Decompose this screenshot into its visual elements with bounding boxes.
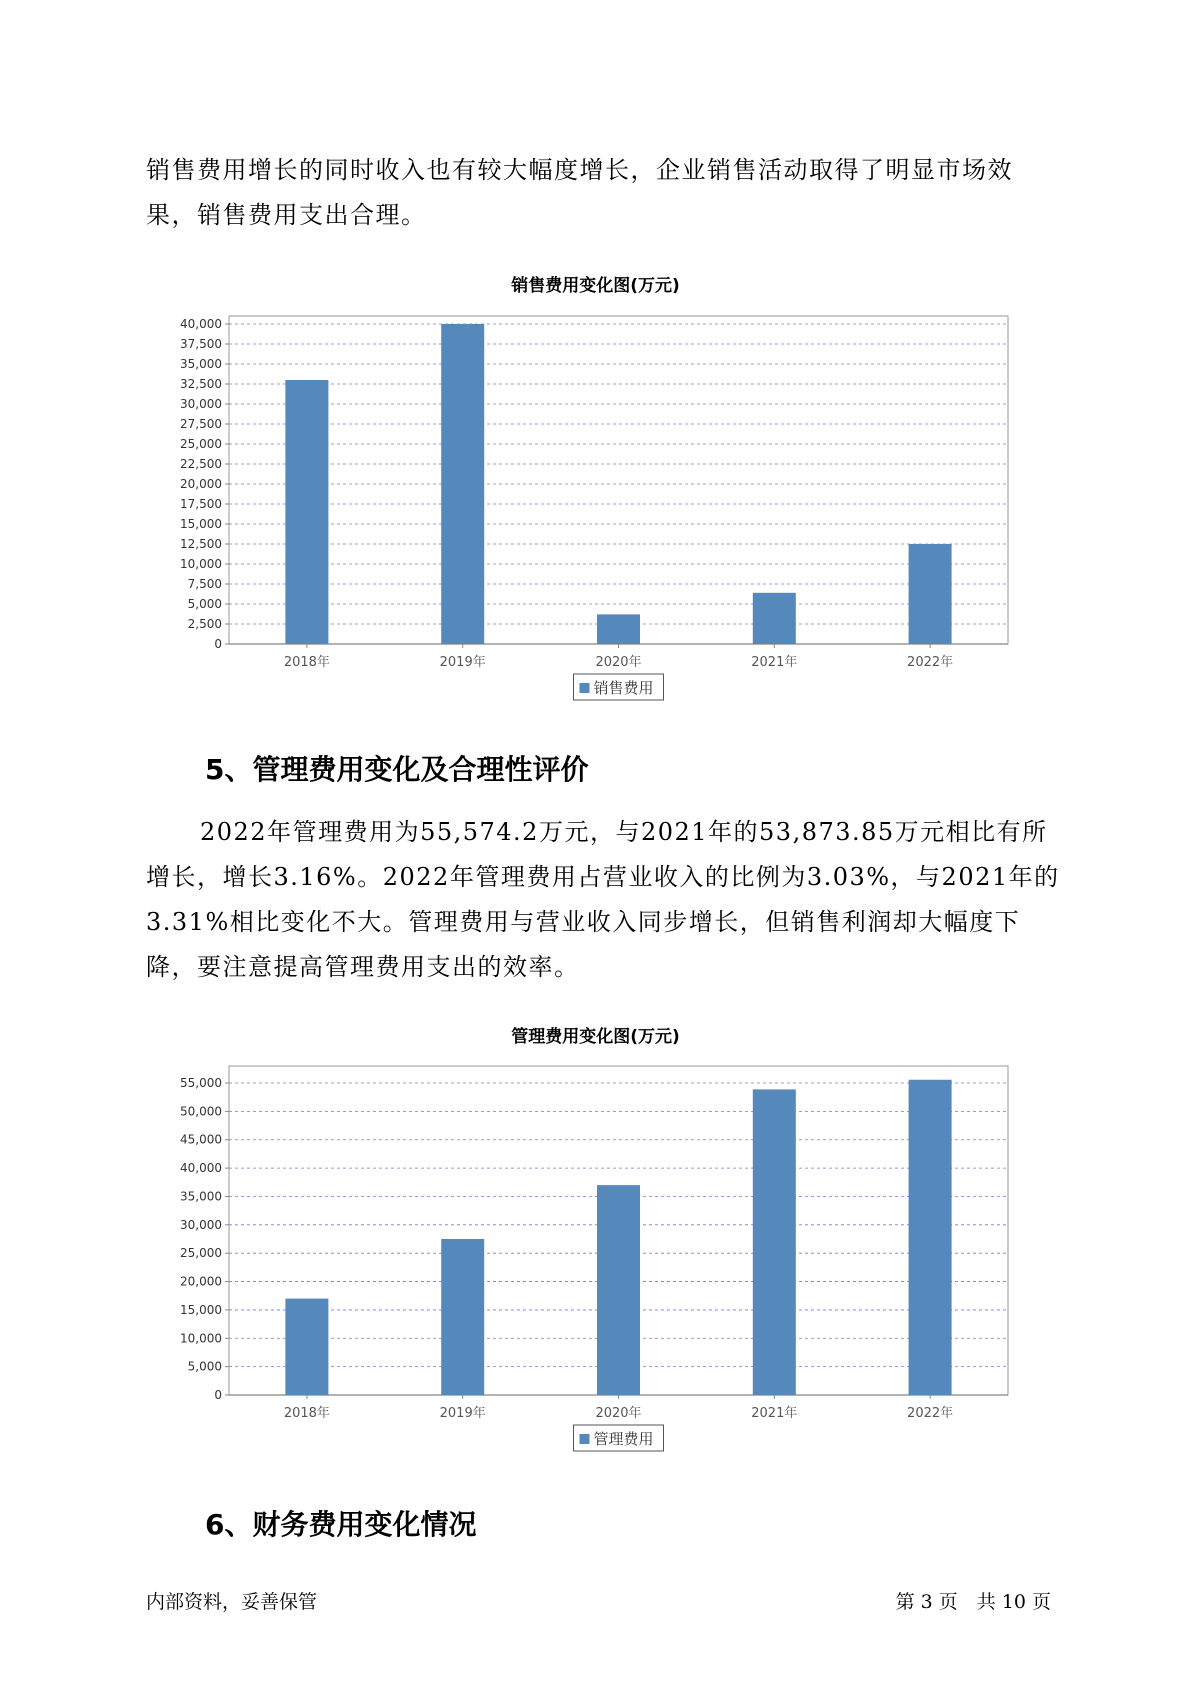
y-tick-label: 30,000 — [180, 397, 222, 411]
y-tick-label: 0 — [214, 1388, 222, 1402]
x-tick-label: 2018年 — [283, 655, 330, 670]
y-tick-label: 17,500 — [180, 497, 222, 511]
y-tick-label: 10,000 — [180, 1331, 222, 1346]
bar-2020年 — [597, 1185, 640, 1395]
x-tick-label: 2021年 — [751, 1406, 798, 1421]
y-tick-label: 5,000 — [187, 597, 222, 611]
y-tick-label: 40,000 — [180, 1161, 222, 1176]
y-tick-label: 20,000 — [180, 1274, 222, 1289]
x-tick-label: 2019年 — [439, 1406, 486, 1421]
section6-heading: 6、财务费用变化情况 — [205, 1508, 477, 1541]
y-tick-label: 12,500 — [180, 537, 222, 551]
y-tick-label: 10,000 — [180, 557, 222, 571]
y-tick-label: 2,500 — [187, 617, 222, 631]
y-tick-label: 37,500 — [180, 337, 222, 351]
chart2-title: 管理费用变化图(万元) — [511, 1027, 680, 1047]
y-tick-label: 35,000 — [180, 1189, 222, 1204]
y-tick-label: 7,500 — [187, 577, 222, 591]
legend-swatch — [580, 1434, 590, 1444]
x-tick-label: 2020年 — [595, 655, 642, 670]
bar-2022年 — [909, 1080, 952, 1395]
y-tick-label: 35,000 — [180, 357, 222, 371]
legend-label: 销售费用 — [593, 679, 654, 697]
x-tick-label: 2021年 — [751, 655, 798, 670]
x-tick-label: 2022年 — [907, 1406, 954, 1421]
legend-label: 管理费用 — [593, 1430, 654, 1448]
y-tick-label: 40,000 — [180, 317, 222, 331]
y-tick-label: 15,000 — [180, 517, 222, 531]
x-tick-label: 2018年 — [283, 1406, 330, 1421]
y-tick-label: 22,500 — [180, 457, 222, 471]
y-tick-label: 5,000 — [187, 1359, 222, 1374]
x-tick-label: 2020年 — [595, 1406, 642, 1421]
y-tick-label: 50,000 — [180, 1104, 222, 1119]
y-tick-label: 25,000 — [180, 1246, 222, 1261]
y-tick-label: 32,500 — [180, 377, 222, 391]
y-tick-label: 0 — [214, 637, 222, 651]
y-tick-label: 45,000 — [180, 1132, 222, 1147]
x-tick-label: 2022年 — [907, 655, 954, 670]
section5-paragraph: 2022年管理费用为55,574.2万元，与2021年的53,873.85万元相比有所增长，增长3.16%。2022年管理费用占营业收入的比例为3.03%，与2021年的3.31%相比变化不大。管理费用与营业收入同步增长，但销售利润却大幅度下降，要注意提高管理费用支出的效率。 — [146, 818, 1060, 981]
section5-heading: 5、管理费用变化及合理性评价 — [205, 753, 589, 786]
bar-2019年 — [441, 1239, 484, 1395]
x-tick-label: 2019年 — [439, 655, 486, 670]
bar-2021年 — [753, 1089, 796, 1395]
y-tick-label: 15,000 — [180, 1302, 222, 1317]
y-tick-label: 20,000 — [180, 477, 222, 491]
chart1-title: 销售费用变化图(万元) — [511, 276, 680, 296]
y-tick-label: 27,500 — [180, 417, 222, 431]
y-tick-label: 30,000 — [180, 1217, 222, 1232]
intro-paragraph: 销售费用增长的同时收入也有较大幅度增长，企业销售活动取得了明显市场效果，销售费用支出合理。 — [146, 156, 1013, 229]
bar-2018年 — [285, 1299, 328, 1395]
footer-page-number: 第 3 页 共 10 页 — [895, 1591, 1051, 1613]
y-tick-label: 25,000 — [180, 437, 222, 451]
footer-confidential: 内部资料，妥善保管 — [146, 1591, 318, 1613]
y-tick-label: 55,000 — [180, 1076, 222, 1091]
chart-legend — [574, 1425, 664, 1451]
